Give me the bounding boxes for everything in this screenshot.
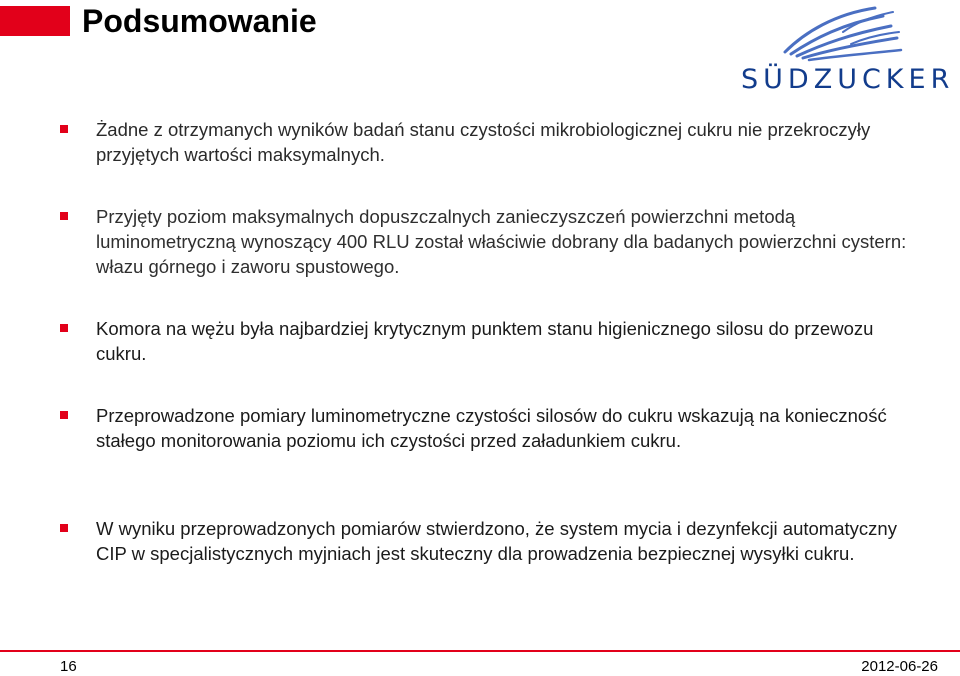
bullet-text: Żadne z otrzymanych wyników badań stanu czystości mikrobiologicznej cukru nie przekroczyły przyjętych wartości maksymalnych.	[96, 119, 871, 165]
logo-wordmark: SÜDZUCKER	[741, 64, 955, 95]
square-bullet-icon	[60, 212, 68, 220]
square-bullet-icon	[60, 411, 68, 419]
bullet-text: Komora na wężu była najbardziej krytycznym punktem stanu higienicznego silosu do przewozu cukru.	[96, 318, 874, 364]
bullet-text: Przyjęty poziom maksymalnych dopuszczalnych zanieczyszczeń powierzchni metodą luminometryczną wynoszący 400 RLU został właściwie dobrany dla badanych powierzchni cystern: włazu górnego i zaworu spustowego.	[96, 206, 907, 277]
bullet-item	[60, 516, 910, 566]
sudzucker-logo	[725, 2, 955, 97]
bullet-item	[60, 403, 910, 453]
square-bullet-icon	[60, 324, 68, 332]
square-bullet-icon	[60, 125, 68, 133]
bullet-text: W wyniku przeprowadzonych pomiarów stwierdzono, że system mycia i dezynfekcji automatyczny CIP w specjalistycznych myjniach jest skuteczny dla prowadzenia bezpiecznej wysyłki cukru.	[96, 518, 897, 564]
bullet-text: Przeprowadzone pomiary luminometryczne czystości silosów do cukru wskazują na konieczność stałego monitorowania poziomu ich czystości przed załadunkiem cukru.	[96, 405, 887, 451]
bullet-item	[60, 117, 910, 167]
title-accent-bar	[0, 6, 70, 36]
page-title: Podsumowanie	[82, 3, 317, 39]
bullet-item	[60, 316, 910, 366]
bullet-item	[60, 204, 910, 279]
square-bullet-icon	[60, 524, 68, 532]
page-number: 16	[60, 658, 77, 675]
footer-divider	[0, 650, 960, 652]
slide-date: 2012-06-26	[861, 658, 938, 675]
